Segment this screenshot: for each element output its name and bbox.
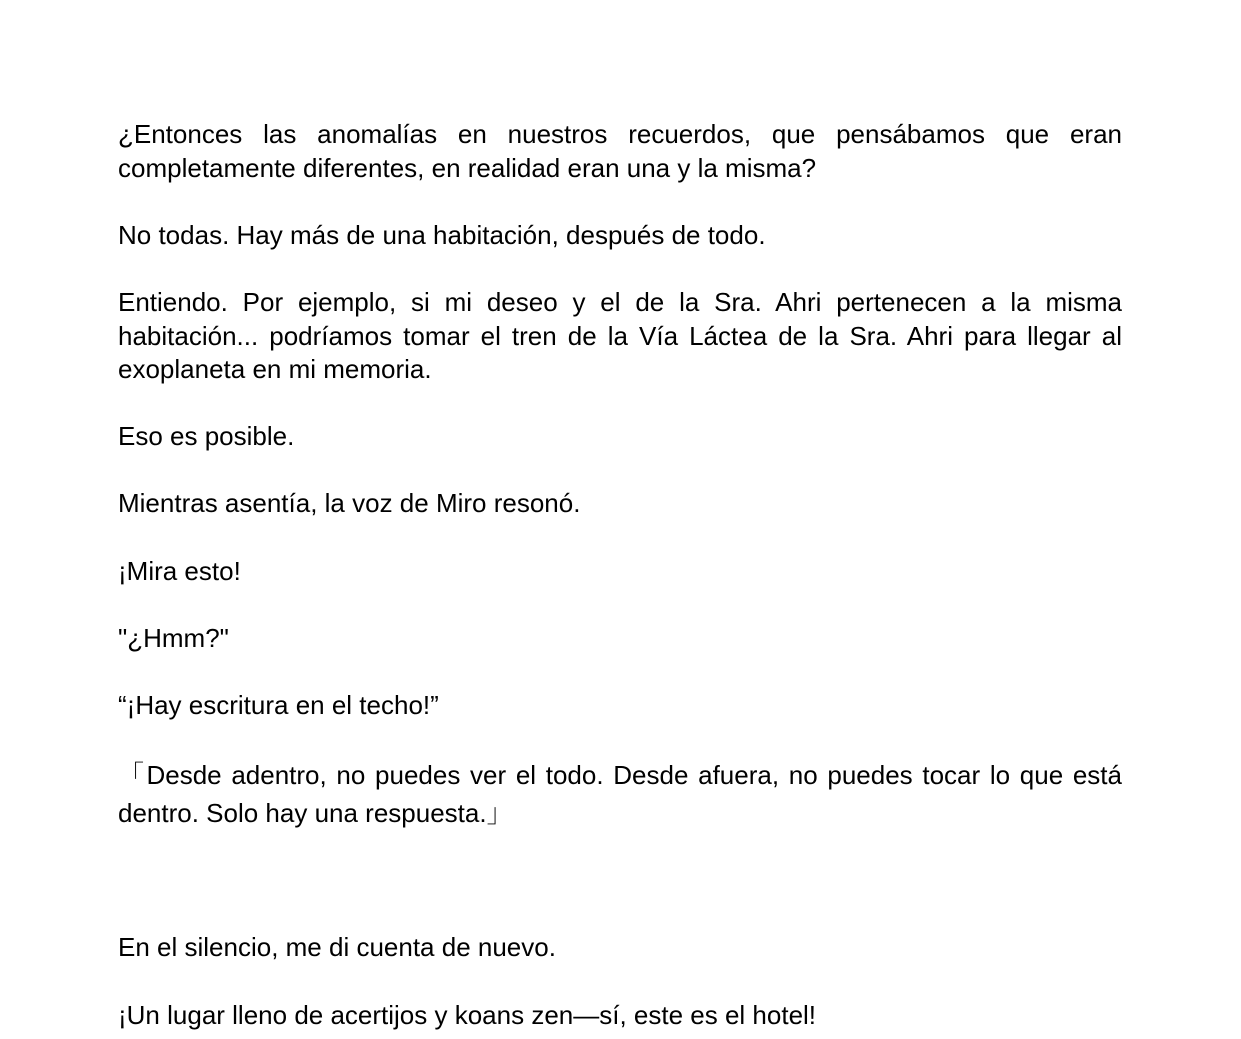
paragraph-possible: Eso es posible. — [118, 421, 295, 451]
paragraph-writing-ceiling: “¡Hay escritura en el techo!” — [118, 690, 439, 720]
paragraph-miro-voice: Mientras asentía, la voz de Miro resonó. — [118, 488, 581, 518]
paragraph-understand: Entiendo. Por ejemplo, si mi deseo y el de la Sra. Ahri pertenecen a la misma habitación... podríamos tomar el tren de la Vía Láctea de la Sra. Ahri para llegar al exoplaneta en mi memoria. — [118, 287, 1122, 384]
paragraph-silence: En el silencio, me di cuenta de nuevo. — [118, 932, 556, 962]
paragraph-hmm: "¿Hmm?" — [118, 623, 229, 653]
paragraph-not-all: No todas. Hay más de una habitación, después de todo. — [118, 220, 766, 250]
paragraph-look-at-this: ¡Mira esto! — [118, 556, 241, 586]
paragraph-anomalies-question: ¿Entonces las anomalías en nuestros recuerdos, que pensábamos que eran completamente diferentes, en realidad eran una y la misma? — [118, 119, 1122, 183]
paragraph-ceiling-inscription: 「Desde adentro, no puedes ver el todo. Desde afuera, no puedes tocar lo que está dentro. Solo hay una respuesta.」 — [118, 760, 1122, 828]
paragraph-hotel: ¡Un lugar lleno de acertijos y koans zen—sí, este es el hotel! — [118, 1000, 817, 1030]
